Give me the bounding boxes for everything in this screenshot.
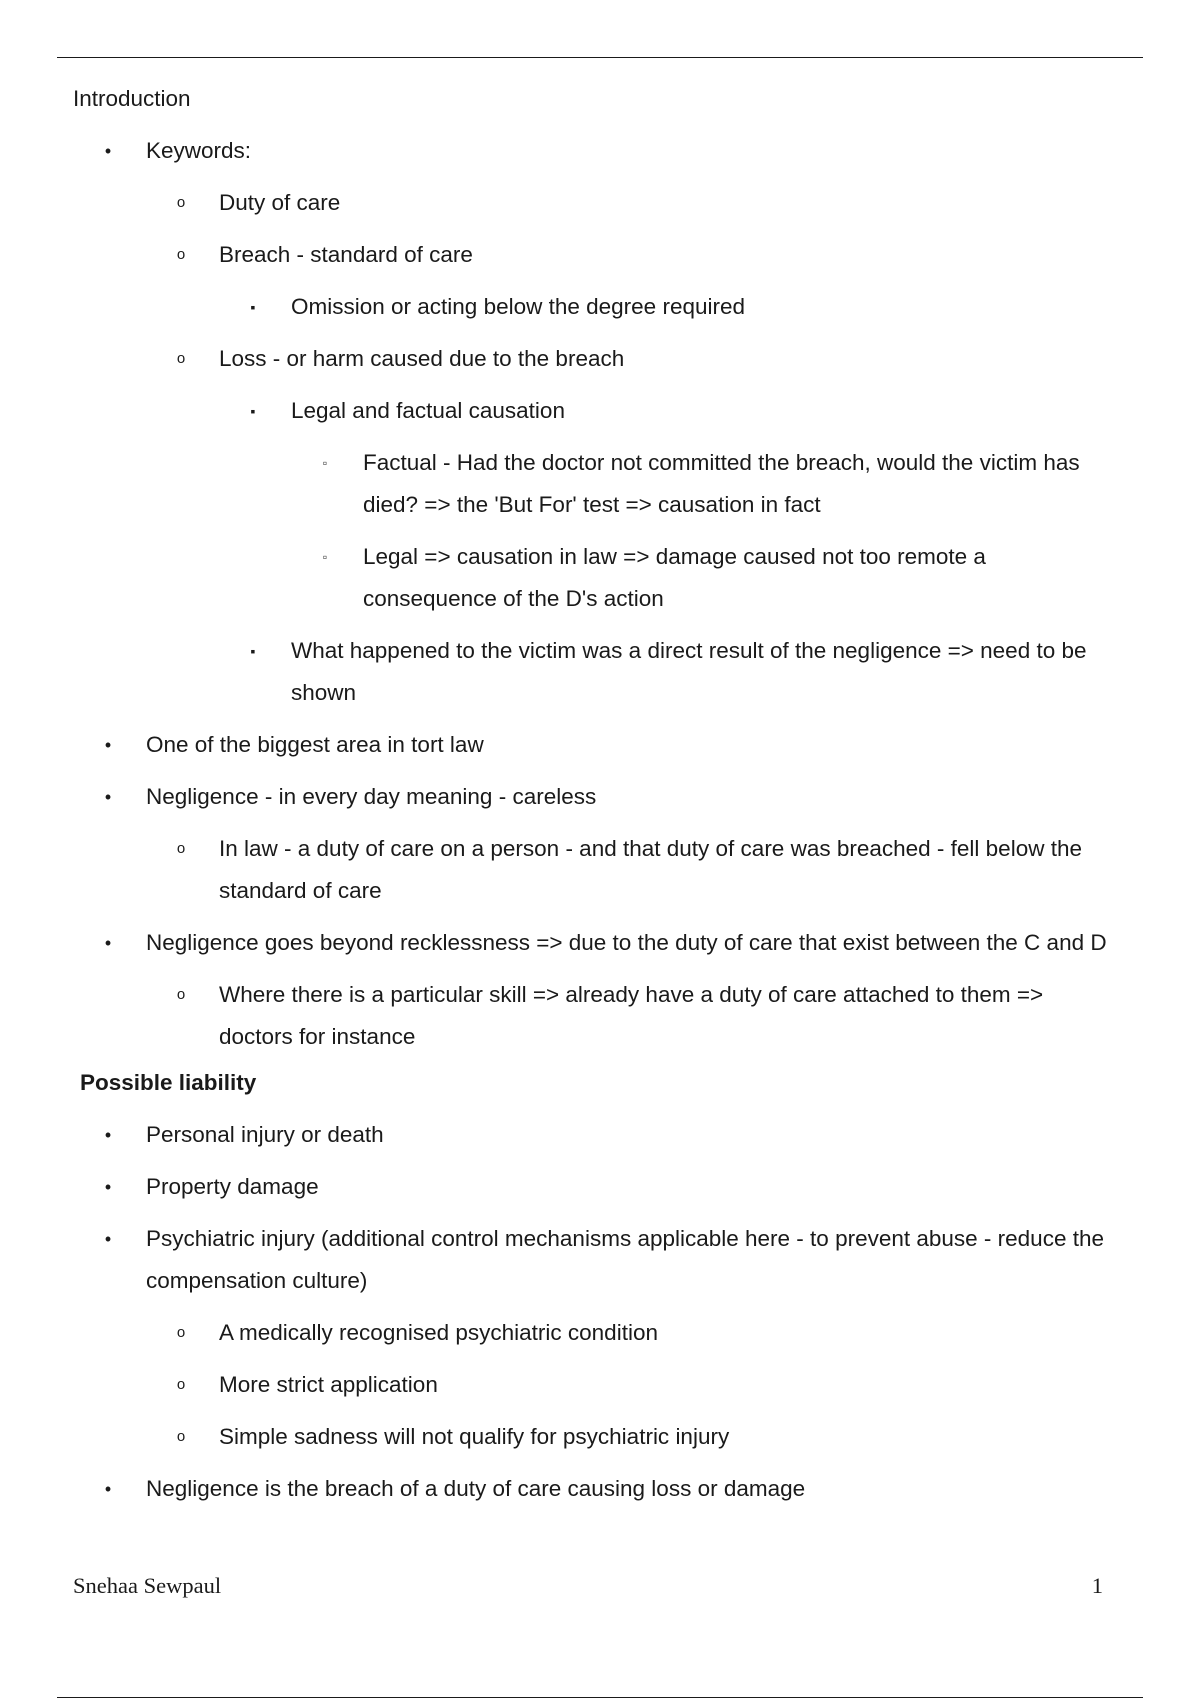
bullet-icon: o <box>176 840 186 857</box>
bullet-icon: ▪ <box>250 643 256 659</box>
list-item <box>73 182 1113 224</box>
bullet-icon: ▫ <box>322 550 328 564</box>
list-item-text: Psychiatric injury (additional control mechanisms applicable here - to prevent abuse - reduce the compensation culture) <box>146 1226 1104 1293</box>
bullet-icon: ▫ <box>322 456 328 470</box>
list-item <box>73 922 1113 964</box>
bullet-icon: • <box>104 1229 112 1249</box>
list-item-text: A medically recognised psychiatric condition <box>219 1320 658 1345</box>
list-item-text: Simple sadness will not qualify for psychiatric injury <box>219 1424 730 1449</box>
bullet-icon: • <box>104 787 112 807</box>
bullet-icon: • <box>104 1125 112 1145</box>
list-item <box>73 776 1113 818</box>
bullet-icon: o <box>176 1376 186 1393</box>
list-item <box>73 390 1113 432</box>
list-item <box>73 1312 1113 1354</box>
footer-page-number: 1 <box>1091 1573 1103 1598</box>
list-item-text: Negligence is the breach of a duty of care causing loss or damage <box>146 1476 806 1501</box>
list-item <box>73 286 1113 328</box>
list-item-text: More strict application <box>219 1372 438 1397</box>
footer-author: Snehaa Sewpaul <box>73 1573 222 1598</box>
list-item-text: One of the biggest area in tort law <box>146 732 484 757</box>
bullet-icon: • <box>104 141 112 161</box>
possible-liability-list <box>73 1114 1113 1510</box>
list-item <box>73 1166 1113 1208</box>
list-item <box>73 338 1113 380</box>
list-item-text: Negligence goes beyond recklessness => due to the duty of care that exist between the C and D <box>146 930 1107 955</box>
list-item <box>73 630 1113 714</box>
list-item-text: Personal injury or death <box>146 1122 384 1147</box>
list-item <box>73 234 1113 276</box>
bullet-icon: o <box>176 986 186 1003</box>
footer-rule <box>57 1697 1143 1698</box>
section-heading-introduction: Introduction <box>73 86 191 111</box>
list-item-text: Factual - Had the doctor not committed the breach, would the victim has died? => the 'But For' test => causation in fact <box>363 450 1080 517</box>
list-item-text: In law - a duty of care on a person - and that duty of care was breached - fell below the standard of care <box>219 836 1082 903</box>
list-item-text: Omission or acting below the degree required <box>291 294 745 319</box>
list-item <box>73 828 1113 912</box>
bullet-icon: ▪ <box>250 299 256 315</box>
list-item <box>73 1114 1113 1156</box>
list-item <box>73 1364 1113 1406</box>
list-item <box>73 974 1113 1058</box>
list-item-text: Negligence - in every day meaning - careless <box>146 784 597 809</box>
list-item-text: Duty of care <box>219 190 341 215</box>
list-item-text: Where there is a particular skill => already have a duty of care attached to them => doctors for instance <box>219 982 1044 1049</box>
list-item-text: Keywords: <box>146 138 252 163</box>
section-heading-possible-liability: Possible liability <box>80 1070 257 1095</box>
list-item <box>73 442 1113 526</box>
bullet-icon: o <box>176 194 186 211</box>
header-rule <box>57 57 1143 58</box>
introduction-list <box>73 130 1113 1058</box>
bullet-icon: ▪ <box>250 403 256 419</box>
list-item-text: Loss - or harm caused due to the breach <box>219 346 625 371</box>
list-item-text: Property damage <box>146 1174 319 1199</box>
bullet-icon: • <box>104 933 112 953</box>
bullet-icon: • <box>104 735 112 755</box>
list-item-text: Breach - standard of care <box>219 242 473 267</box>
list-item <box>73 536 1113 620</box>
bullet-icon: o <box>176 1428 186 1445</box>
list-item <box>73 1416 1113 1458</box>
list-item-text: Legal and factual causation <box>291 398 565 423</box>
list-item-text: What happened to the victim was a direct result of the negligence => need to be shown <box>291 638 1087 705</box>
list-item <box>73 1218 1113 1302</box>
bullet-icon: o <box>176 350 186 367</box>
list-item-text: Legal => causation in law => damage caused not too remote a consequence of the D's action <box>363 544 986 611</box>
list-item <box>73 130 1113 172</box>
list-item <box>73 1468 1113 1510</box>
bullet-icon: o <box>176 1324 186 1341</box>
bullet-icon: • <box>104 1479 112 1499</box>
bullet-icon: • <box>104 1177 112 1197</box>
list-item <box>73 724 1113 766</box>
bullet-icon: o <box>176 246 186 263</box>
document-body <box>73 78 1113 1510</box>
